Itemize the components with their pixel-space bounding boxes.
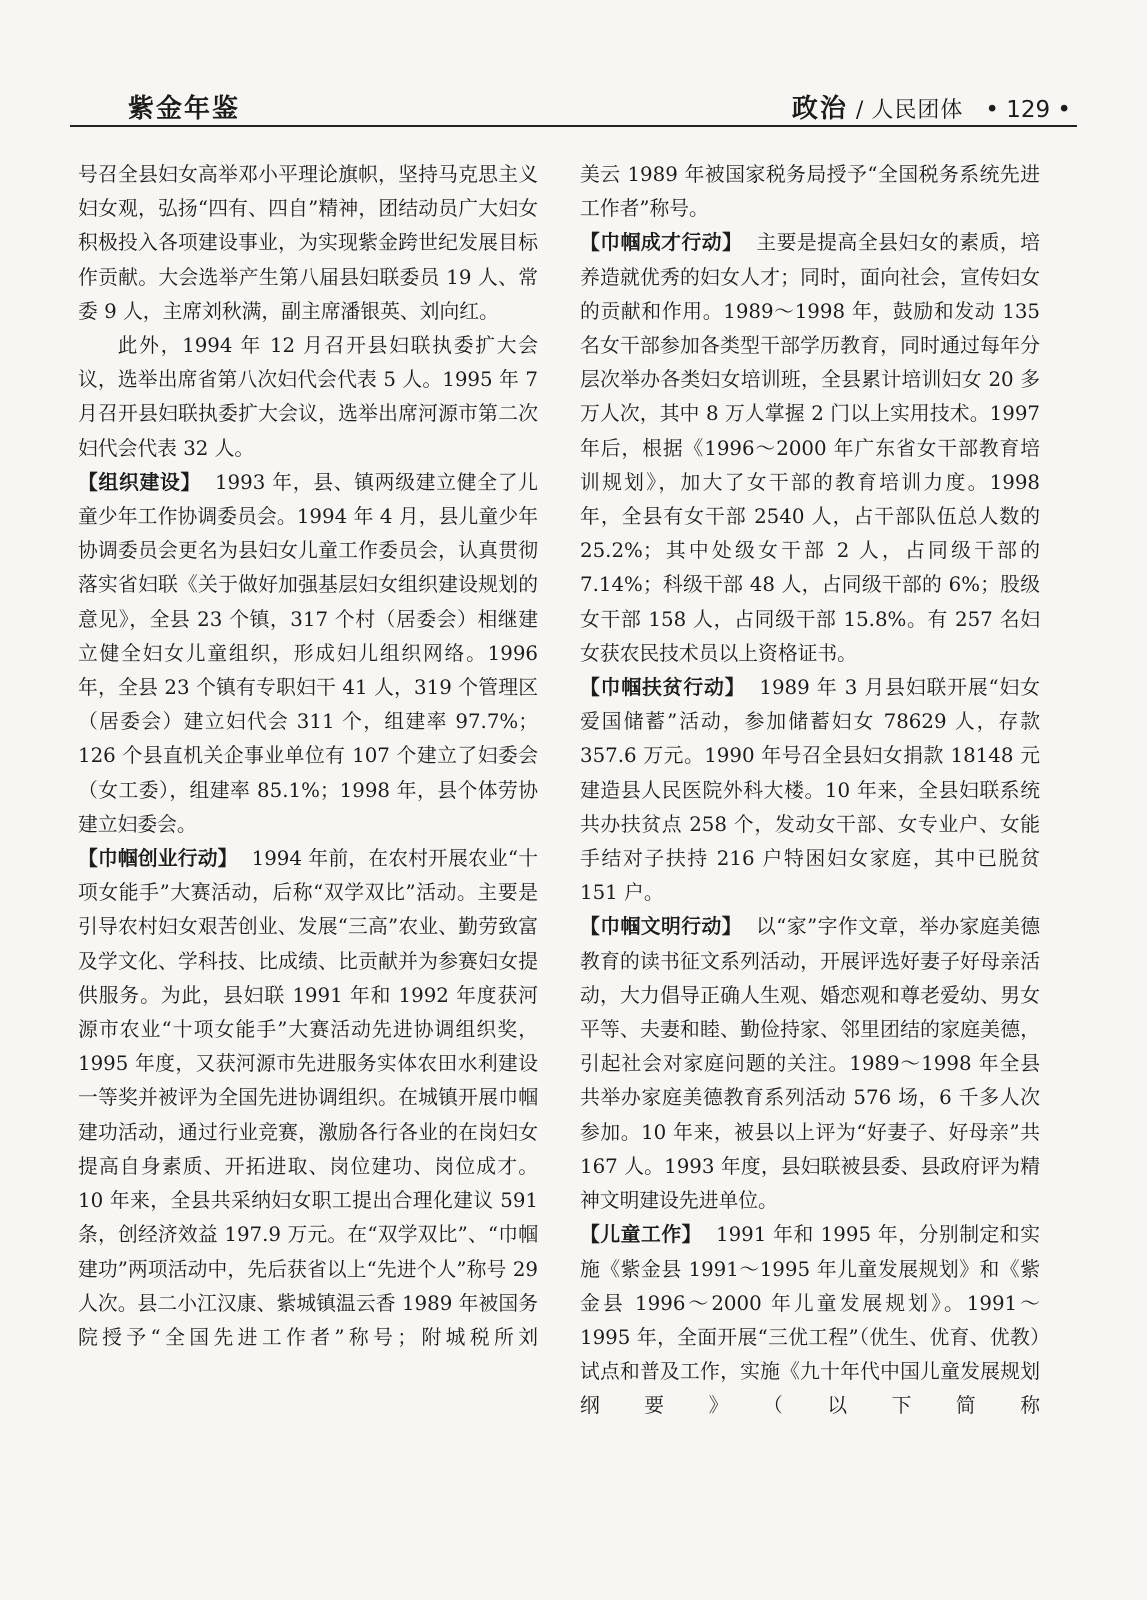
- paragraph-text: 1994 年前，在农村开展农业“十项女能手”大赛活动，后称“双学双比”活动。主要是引导农村妇女艰苦创业、发展“三高”农业、勤劳致富及学文化、学科技、比成绩、比贡献并为参赛妇女提供服务。为此，县妇联 1991 年和 1992 年度获河源市农业“十项女能手”大赛活动先进协调组织奖，1995 年度，又获河源市先进服务实体农田水利建设一等奖并被评为全国先进协调组织。在城镇开展巾帼建功活动，通过行业竞赛，激励各行各业的在岗妇女提高自身素质、开拓进取、岗位建功、岗位成才。10 年来，全县共采纳妇女职工提出合理化建议 591 条，创经济效益 197.9 万元。在“双学双比”、“巾帼建功”两项活动中，先后获省以上“先进个人”称号 29 人次。县二小江汉康、紫城镇温云香 1989 年被国务院授予“全国先进工作者”称号；附城税所刘: [78, 847, 538, 1349]
- paragraph: [78, 158, 538, 329]
- paragraph-text: 此外，1994 年 12 月召开县妇联执委扩大会议，选举出席省第八次妇代会代表 5 人。1995 年 7 月召开县妇联执委扩大会议，选举出席河源市第二次妇代会代表 32 人。: [78, 334, 538, 460]
- section-heading: 【组织建设】: [78, 470, 201, 494]
- section-heading: 【巾帼文明行动】: [580, 915, 743, 939]
- paragraph: [78, 466, 538, 842]
- book-title: 紫金年鉴: [128, 94, 241, 124]
- paragraph-text: 1989 年 3 月县妇联开展“妇女爱国储蓄”活动，参加储蓄妇女 78629 人，存款 357.6 万元。1990 年号召全县妇女捐款 18148 元建造县人民医院外科大楼。10 年来，全县妇联系统共办扶贫点 258 个，发动女干部、女专业户、女能手结对子扶持 216 户特困妇女家庭，其中已脱贫 151 户。: [580, 676, 1040, 905]
- right-column: [580, 158, 1040, 1424]
- paragraph-text: 主要是提高全县妇女的素质，培养造就优秀的妇女人才；同时，面向社会，宣传妇女的贡献和作用。1989～1998 年，鼓励和发动 135 名女干部参加各类型干部学历教育，同时通过每年分层次举办各类妇女培训班，全县累计培训妇女 20 多万人次，其中 8 万人掌握 2 门以上实用技术。1997 年后，根据《1996～2000 年广东省女干部教育培训规划》，加大了女干部的教育培训力度。1998 年，全县有女干部 2540 人，占干部队伍总人数的 25.2%；其中处级女干部 2 人，占同级干部的 7.14%；科级干部 48 人，占同级干部的 6%；股级女干部 158 人，占同级干部 15.8%。有 257 名妇女获农民技术员以上资格证书。: [580, 231, 1040, 665]
- paragraph: [580, 671, 1040, 910]
- paragraph: [78, 842, 538, 1355]
- paragraph-text: 以“家”字作文章，举办家庭美德教育的读书征文系列活动，开展评选好妻子好母亲活动，大力倡导正确人生观、婚恋观和尊老爱幼、男女平等、夫妻和睦、勤俭持家、邻里团结的家庭美德，引起社会对家庭问题的关注。1989～1998 年全县共举办家庭美德教育系列活动 576 场，6 千多人次参加。10 年来，被县以上评为“好妻子、好母亲”共 167 人。1993 年度，县妇联被县委、县政府评为精神文明建设先进单位。: [580, 915, 1040, 1213]
- paragraph: [78, 329, 538, 466]
- page-number: • 129 •: [985, 97, 1071, 123]
- paragraph-text: 美云 1989 年被国家税务局授予“全国税务系统先进工作者”称号。: [580, 163, 1040, 221]
- section-heading: 【巾帼成才行动】: [580, 231, 743, 255]
- paragraph-text: 1991 年和 1995 年，分别制定和实施《紫金县 1991～1995 年儿童发展规划》和《紫金县 1996～2000 年儿童发展规划》。1991～1995 年，全面开展“三优工程”（优生、优育、优教）试点和普及工作，实施《九十年代中国儿童发展规划纲要》（以下简称: [580, 1223, 1040, 1418]
- paragraph-text: 1993 年，县、镇两级建立健全了儿童少年工作协调委员会。1994 年 4 月，县儿童少年协调委员会更名为县妇女儿童工作委员会，认真贯彻落实省妇联《关于做好加强基层妇女组织建设规划的意见》，全县 23 个镇，317 个村（居委会）相继建立健全妇女儿童组织，形成妇儿组织网络。1996 年，全县 23 个镇有专职妇干 41 人，319 个管理区（居委会）建立妇代会 311 个，组建率 97.7%；126 个县直机关企事业单位有 107 个建立了妇委会（女工委），组建率 85.1%；1998 年，县个体劳协建立妇委会。: [78, 470, 538, 836]
- section-title: 政治: [791, 94, 848, 124]
- paragraph-text: 号召全县妇女高举邓小平理论旗帜，坚持马克思主义妇女观，弘扬“四有、四自”精神，团结动员广大妇女积极投入各项建设事业，为实现紫金跨世纪发展目标作贡献。大会选举产生第八届县妇联委员 19 人、常委 9 人，主席刘秋满，副主席潘银英、刘向红。: [78, 163, 538, 323]
- paragraph: [580, 910, 1040, 1218]
- paragraph: [580, 226, 1040, 671]
- section-heading: 【儿童工作】: [580, 1223, 702, 1247]
- section-header: [792, 88, 1071, 125]
- paragraph: [580, 158, 1040, 226]
- section-separator: /: [855, 98, 864, 123]
- section-heading: 【巾帼扶贫行动】: [580, 676, 746, 700]
- subsection-title: 人民团体: [871, 98, 964, 123]
- section-heading: 【巾帼创业行动】: [78, 847, 238, 871]
- paragraph: [580, 1218, 1040, 1423]
- left-column: [78, 158, 538, 1355]
- header-rule: [70, 125, 1077, 127]
